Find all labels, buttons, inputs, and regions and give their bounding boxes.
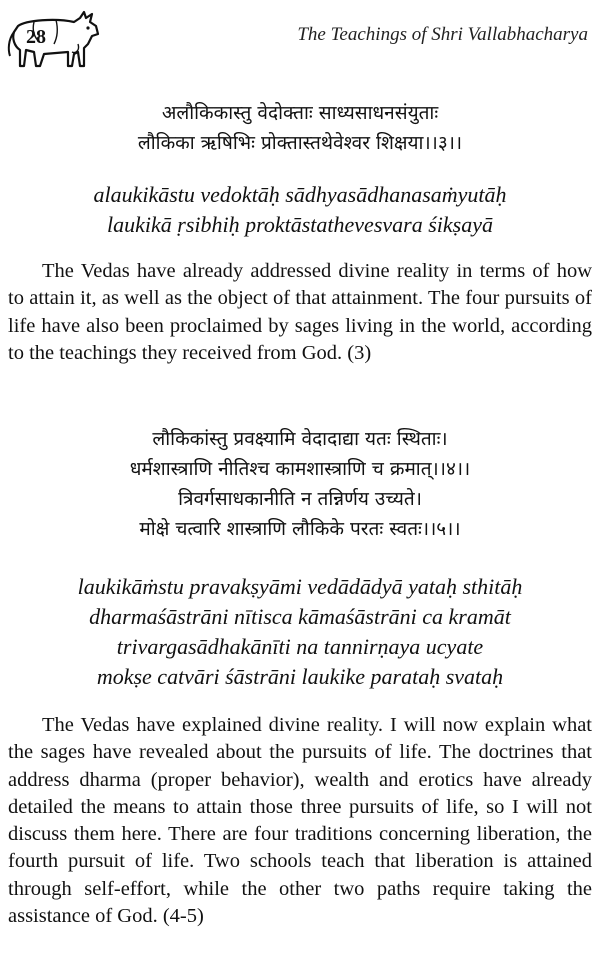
verse-2-devanagari [0, 424, 600, 544]
verse-line: त्रिवर्गसाधकानीति न तन्निर्णय उच्यते। [178, 488, 422, 510]
page-header [0, 0, 600, 90]
commentary-paragraph-2: The Vedas have explained divine reality. I will now explain what the sages have revealed about the pursuits of life. The doctrines that address dharma (proper behavior), wealth and erotics have already detailed the means to attain those three pursuits of life, so I will not discuss them here. There are four traditions concerning liberation, the fourth pursuit of life. Two schools teach that liberation is attained through self-effort, while the other two paths require taking the assistance of God. (4-5) [8, 714, 592, 928]
verse-1-transliteration [0, 180, 600, 240]
running-title: The Teachings of Shri Vallabhacharya [297, 24, 588, 45]
verse-line: अलौकिकास्तु वेदोक्ताः साध्यसाधनसंयुताः [161, 102, 439, 124]
verse-line: मोक्षे चत्वारि शास्त्राणि लौकिके परतः स्वतः।।५।। [139, 518, 461, 540]
verse-line: लौकिका ऋषिभिः प्रोक्तास्तथेवेश्वर शिक्षया।।३।। [137, 132, 463, 154]
page-number: 28 [26, 26, 46, 48]
cow-icon [4, 4, 104, 84]
verse-line: लौकिकांस्तु प्रवक्ष्यामि वेदादाद्या यतः स्थिताः। [152, 428, 448, 450]
verse-2-transliteration [0, 572, 600, 692]
transliteration-line: trivargasādhakānīti na tannirṇaya ucyate [116, 634, 484, 659]
transliteration-line: laukikāṁstu pravakṣyāmi vedādādyā yataḥ sthitāḥ [77, 574, 523, 599]
transliteration-line: alaukikāstu vedoktāḥ sādhyasādhanasaṁyutāḥ [93, 182, 507, 207]
transliteration-line: dharmaśāstrāni nītisca kāmaśāstrāni ca kramāt [89, 604, 511, 629]
verse-1-devanagari [0, 98, 600, 158]
transliteration-line: laukikā ṛsibhiḥ proktāstathevesvara śikṣayā [107, 212, 493, 237]
transliteration-line: mokṣe catvāri śāstrāni laukike parataḥ svataḥ [96, 664, 504, 689]
commentary-paragraph-1: The Vedas have already addressed divine reality in terms of how to attain it, as well as the object of that attainment. The four pursuits of life have also been proclaimed by sages living in the world, according to the teachings they received from God. (3) [8, 260, 592, 364]
verse-line: धर्मशास्त्राणि नीतिश्च कामशास्त्राणि च क्रमात्।।४।। [129, 458, 471, 480]
